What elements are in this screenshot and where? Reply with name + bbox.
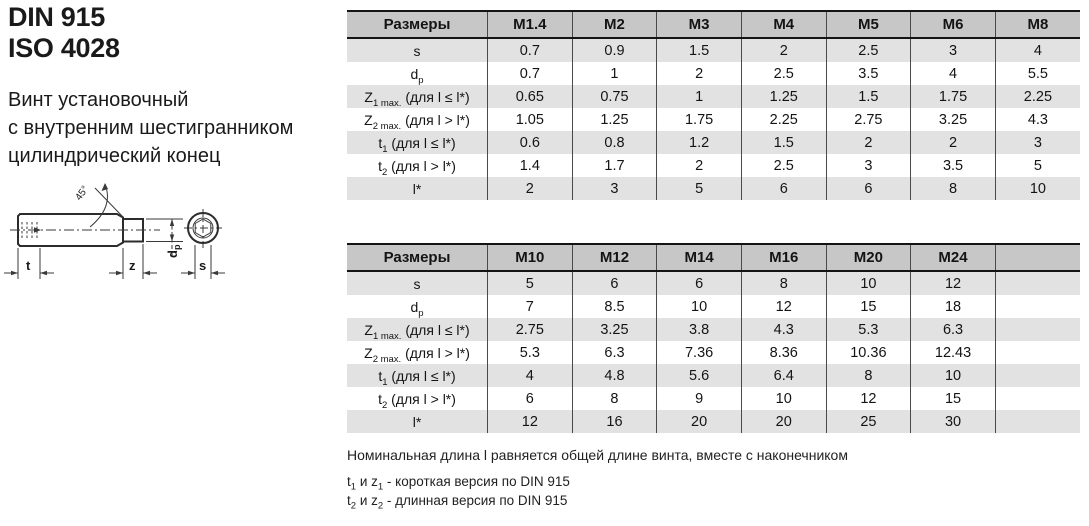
value-cell: 30 (911, 410, 996, 433)
spec-table (347, 10, 1080, 200)
value-cell: 6 (657, 271, 742, 295)
screw-side-view (10, 214, 160, 246)
value-cell: 6 (572, 271, 657, 295)
row-label: $Z_{1 max.}$ (для l ≤ l*) (347, 318, 488, 341)
value-cell: 2.25 (995, 85, 1080, 108)
row-label: $t_2$ (для l > l*) (378, 390, 456, 410)
value-cell: 1.05 (488, 108, 573, 131)
table-row (347, 364, 1080, 387)
value-cell: 2.5 (826, 38, 911, 62)
value-cell: 18 (911, 295, 996, 318)
value-cell (995, 341, 1080, 364)
note-nominal-length: Номинальная длина l равняется общей длине винта, вместе с наконечником (347, 447, 848, 463)
value-cell: 8.5 (572, 295, 657, 318)
value-cell: 1.25 (741, 85, 826, 108)
column-header: M12 (572, 244, 657, 271)
value-cell: 10.36 (826, 341, 911, 364)
value-cell: 1.5 (657, 38, 742, 62)
value-cell: 2 (911, 131, 996, 154)
value-cell: 1.2 (657, 131, 742, 154)
value-cell: 9 (657, 387, 742, 410)
value-cell: 12.43 (911, 341, 996, 364)
value-cell: 0.6 (488, 131, 573, 154)
value-cell: 8 (911, 177, 996, 200)
value-cell: 1.7 (572, 154, 657, 177)
value-cell: 5 (488, 271, 573, 295)
spec-table-small-sizes (347, 10, 1080, 200)
table-row (347, 131, 1080, 154)
value-cell: 6 (488, 387, 573, 410)
value-cell: 6 (826, 177, 911, 200)
value-cell: 0.7 (488, 38, 573, 62)
row-label: $t_2$ (для l > l*) (378, 157, 456, 177)
table-row (347, 62, 1080, 85)
table-row (347, 177, 1080, 200)
value-cell: 3.25 (911, 108, 996, 131)
table-row (347, 341, 1080, 364)
table-row (347, 154, 1080, 177)
value-cell: 3.5 (911, 154, 996, 177)
value-cell: 2.75 (826, 108, 911, 131)
value-cell (995, 295, 1080, 318)
value-cell: 1.5 (826, 85, 911, 108)
value-cell: 6.3 (911, 318, 996, 341)
table-row (347, 410, 1080, 433)
value-cell: 1.4 (488, 154, 573, 177)
row-label: $Z_{1 max.}$ (для l ≤ l*) (347, 85, 488, 108)
table-row (347, 271, 1080, 295)
value-cell: 2.5 (741, 62, 826, 85)
value-cell: 0.8 (572, 131, 657, 154)
column-header: M2 (572, 11, 657, 38)
value-cell: 0.65 (488, 85, 573, 108)
value-cell: 5.3 (488, 341, 573, 364)
note-long-version: $t_2$ и $z_2$ - длинная версия по DIN 915 (347, 493, 568, 512)
angle-label: 45° (73, 184, 92, 203)
value-cell: 4 (995, 38, 1080, 62)
table-header-row (347, 11, 1080, 38)
value-cell: 2 (657, 154, 742, 177)
value-cell: 3 (911, 38, 996, 62)
value-cell: 10 (826, 271, 911, 295)
value-cell: 7 (488, 295, 573, 318)
table-row (347, 85, 1080, 108)
column-header: M1.4 (488, 11, 573, 38)
value-cell: 25 (826, 410, 911, 433)
value-cell: 1 (657, 85, 742, 108)
value-cell: 1.5 (741, 131, 826, 154)
value-cell: 20 (657, 410, 742, 433)
row-label: $d_p$ (410, 298, 424, 318)
row-label: l* (347, 410, 488, 433)
value-cell (995, 387, 1080, 410)
value-cell: 5 (657, 177, 742, 200)
value-cell (995, 318, 1080, 341)
column-header: M14 (657, 244, 742, 271)
value-cell: 10 (995, 177, 1080, 200)
note-short-version: $t_1$ и $z_1$ - короткая версия по DIN 915 (347, 474, 570, 493)
column-header: M3 (657, 11, 742, 38)
value-cell: 2.25 (741, 108, 826, 131)
value-cell: 4 (911, 62, 996, 85)
row-label: $d_p$ (410, 65, 424, 85)
standard-din: DIN 915 (8, 2, 105, 32)
value-cell: 2 (826, 131, 911, 154)
value-cell: 5 (995, 154, 1080, 177)
value-cell: 6.4 (741, 364, 826, 387)
value-cell: 10 (657, 295, 742, 318)
table-row (347, 108, 1080, 131)
value-cell: 3 (572, 177, 657, 200)
table-corner-header: Размеры (347, 244, 488, 271)
description-line: цилиндрический конец (8, 145, 221, 167)
value-cell: 1.25 (572, 108, 657, 131)
product-description (8, 86, 293, 170)
value-cell (995, 364, 1080, 387)
title-block (8, 2, 120, 64)
spec-table-large-sizes (347, 243, 1080, 433)
value-cell: 2 (488, 177, 573, 200)
value-cell: 1 (572, 62, 657, 85)
standard-iso: ISO 4028 (8, 33, 120, 63)
value-cell: 2.75 (488, 318, 573, 341)
value-cell: 0.7 (488, 62, 573, 85)
value-cell: 4.8 (572, 364, 657, 387)
value-cell: 8 (741, 271, 826, 295)
value-cell: 5.3 (826, 318, 911, 341)
table-row (347, 38, 1080, 62)
table-row (347, 318, 1080, 341)
row-label: $Z_{2 max.}$ (для l > l*) (364, 111, 470, 131)
spec-table (347, 243, 1080, 433)
value-cell: 8 (826, 364, 911, 387)
value-cell: 3.8 (657, 318, 742, 341)
table-row (347, 295, 1080, 318)
table-row (347, 387, 1080, 410)
column-header: M10 (488, 244, 573, 271)
value-cell: 3.5 (826, 62, 911, 85)
value-cell: 7.36 (657, 341, 742, 364)
column-header: M20 (826, 244, 911, 271)
value-cell: 0.9 (572, 38, 657, 62)
row-label: $t_1$ (для l ≤ l*) (347, 131, 488, 154)
value-cell (995, 410, 1080, 433)
screw-end-view (184, 209, 222, 248)
value-cell: 15 (826, 295, 911, 318)
table-header-row (347, 244, 1080, 271)
value-cell: 4.3 (995, 108, 1080, 131)
dimension-dp (146, 219, 183, 258)
dim-dp-label: $d_p$ (165, 244, 182, 258)
value-cell: 2 (741, 38, 826, 62)
row-label: s (347, 38, 488, 62)
value-cell: 10 (741, 387, 826, 410)
row-label: l* (347, 177, 488, 200)
value-cell: 4 (488, 364, 573, 387)
chamfer-angle-callout (73, 183, 123, 227)
value-cell: 12 (488, 410, 573, 433)
row-label: s (347, 271, 488, 295)
table-corner-header: Размеры (347, 11, 488, 38)
value-cell: 5.5 (995, 62, 1080, 85)
dimension-s (181, 245, 225, 279)
value-cell: 4.3 (741, 318, 826, 341)
row-label: $t_1$ (для l ≤ l*) (347, 364, 488, 387)
dimension-z (109, 244, 157, 279)
value-cell: 8.36 (741, 341, 826, 364)
column-header: M16 (741, 244, 826, 271)
value-cell: 12 (741, 295, 826, 318)
value-cell (995, 271, 1080, 295)
column-header: M4 (741, 11, 826, 38)
value-cell: 1.75 (911, 85, 996, 108)
description-line: Винт установочный (8, 89, 189, 111)
row-label: $Z_{2 max.}$ (для l > l*) (364, 344, 470, 364)
value-cell: 3 (995, 131, 1080, 154)
value-cell: 2 (657, 62, 742, 85)
value-cell: 2.5 (741, 154, 826, 177)
dim-z-label: z (129, 258, 136, 273)
value-cell: 8 (572, 387, 657, 410)
value-cell: 16 (572, 410, 657, 433)
value-cell: 0.75 (572, 85, 657, 108)
dim-s-label: s (199, 258, 207, 273)
value-cell: 10 (911, 364, 996, 387)
column-header (995, 244, 1080, 271)
dim-t-label: t (26, 258, 31, 273)
value-cell: 3 (826, 154, 911, 177)
value-cell: 6.3 (572, 341, 657, 364)
value-cell: 6 (741, 177, 826, 200)
value-cell: 5.6 (657, 364, 742, 387)
value-cell: 15 (911, 387, 996, 410)
column-header: M8 (995, 11, 1080, 38)
value-cell: 1.75 (657, 108, 742, 131)
column-header: M24 (911, 244, 996, 271)
description-line: с внутренним шестигранником (8, 117, 294, 139)
dimension-t (4, 248, 54, 279)
column-header: M5 (826, 11, 911, 38)
value-cell: 12 (911, 271, 996, 295)
column-header: M6 (911, 11, 996, 38)
value-cell: 12 (826, 387, 911, 410)
technical-drawing (0, 170, 260, 300)
value-cell: 20 (741, 410, 826, 433)
value-cell: 3.25 (572, 318, 657, 341)
